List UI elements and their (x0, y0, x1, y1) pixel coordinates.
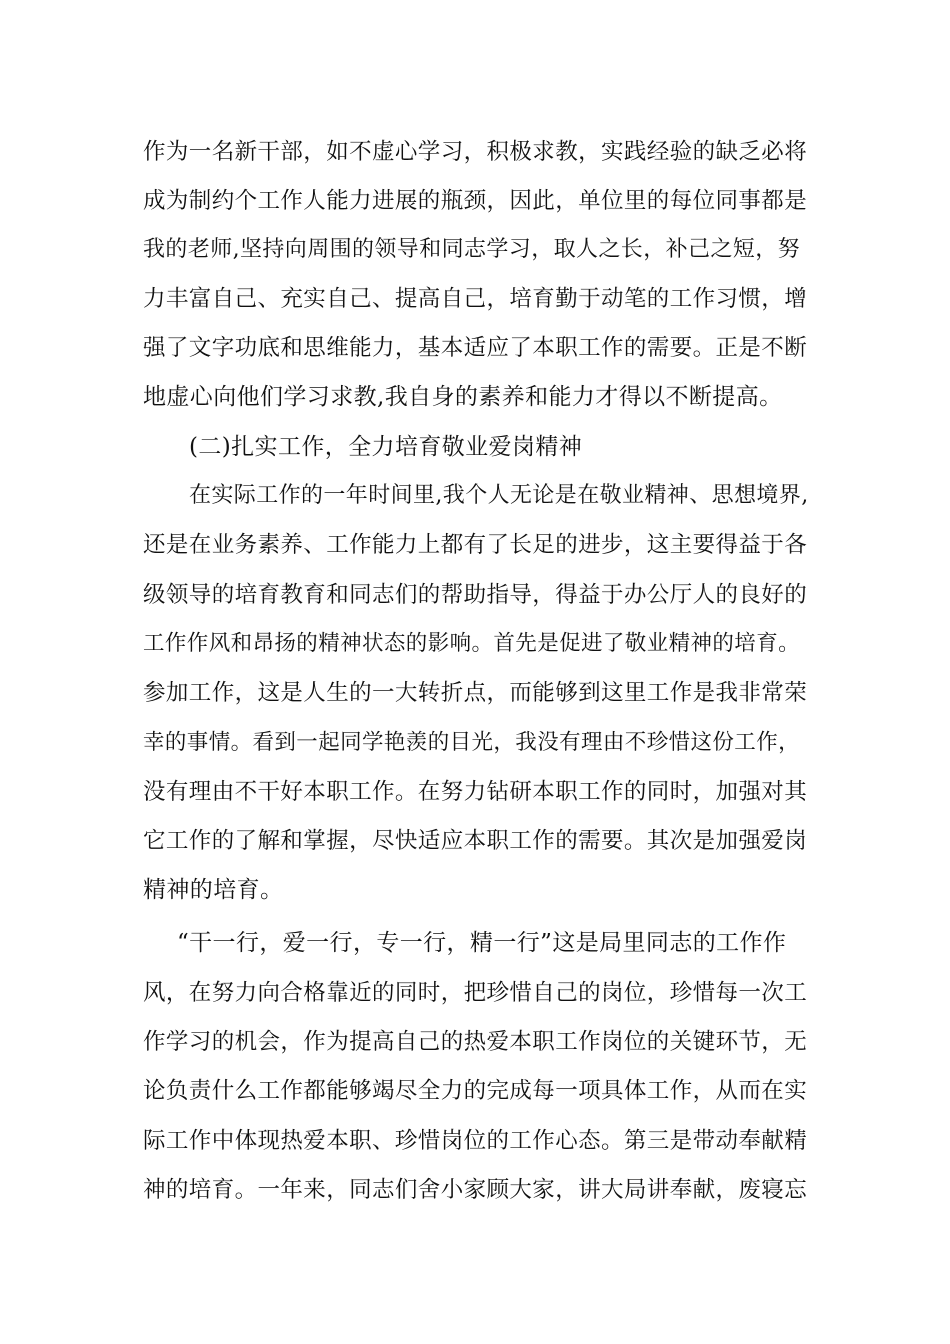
text-line: 力丰富自己、充实自己、提高自己，培育勤于动笔的工作习惯，增 (143, 286, 808, 312)
text-line: 论负责什么工作都能够竭尽全力的完成每一项具体工作，从而在实 (143, 1078, 808, 1104)
text-line: 工作作风和昂扬的精神状态的影响。首先是促进了敬业精神的培育。 (143, 631, 801, 656)
text-line: 风，在努力向合格靠近的同时，把珍惜自己的岗位，珍惜每一次工 (143, 980, 808, 1006)
text-line: 幸的事情。看到一起同学艳羡的目光，我没有理由不珍惜这份工作， (143, 730, 801, 755)
text-line: 神的培育。一年来，同志们舍小家顾大家，讲大局讲奉献，废寝忘 (143, 1177, 808, 1203)
text-line: 作为一名新干部，如不虚心学习，积极求教，实践经验的缺乏必将 (143, 139, 808, 165)
text-line: 成为制约个工作人能力进展的瓶颈，因此，单位里的每位同事都是 (143, 188, 808, 214)
text-line: “干一行，爱一行，专一行，精一行”这是局里同志的工作作 (177, 930, 787, 956)
text-line: 参加工作，这是人生的一大转折点，而能够到这里工作是我非常荣 (143, 680, 808, 706)
text-line: 我的老师,坚持向周围的领导和同志学习，取人之长，补己之短，努 (143, 237, 800, 262)
section-heading: (二)扎实工作，全力培育敬业爱岗精神 (189, 434, 583, 460)
text-line: 还是在业务素养、工作能力上都有了长足的进步，这主要得益于各 (143, 532, 808, 558)
text-line: 地虚心向他们学习求教,我自身的素养和能力才得以不断提高。 (143, 384, 783, 410)
text-line: 它工作的了解和掌握，尽快适应本职工作的需要。其次是加强爱岗 (143, 828, 808, 854)
text-line: 级领导的培育教育和同志们的帮助指导，得益于办公厅人的良好的 (143, 582, 808, 608)
text-line: 在实际工作的一年时间里,我个人无论是在敬业精神、思想境界, (189, 483, 809, 508)
text-line: 强了文字功底和思维能力，基本适应了本职工作的需要。正是不断 (143, 335, 808, 361)
text-line: 精神的培育。 (143, 877, 284, 903)
text-line: 没有理由不干好本职工作。在努力钻研本职工作的同时，加强对其 (143, 779, 808, 805)
text-line: 际工作中体现热爱本职、珍惜岗位的工作心态。第三是带动奉献精 (143, 1128, 808, 1154)
text-line: 作学习的机会，作为提高自己的热爱本职工作岗位的关键环节，无 (143, 1029, 808, 1055)
